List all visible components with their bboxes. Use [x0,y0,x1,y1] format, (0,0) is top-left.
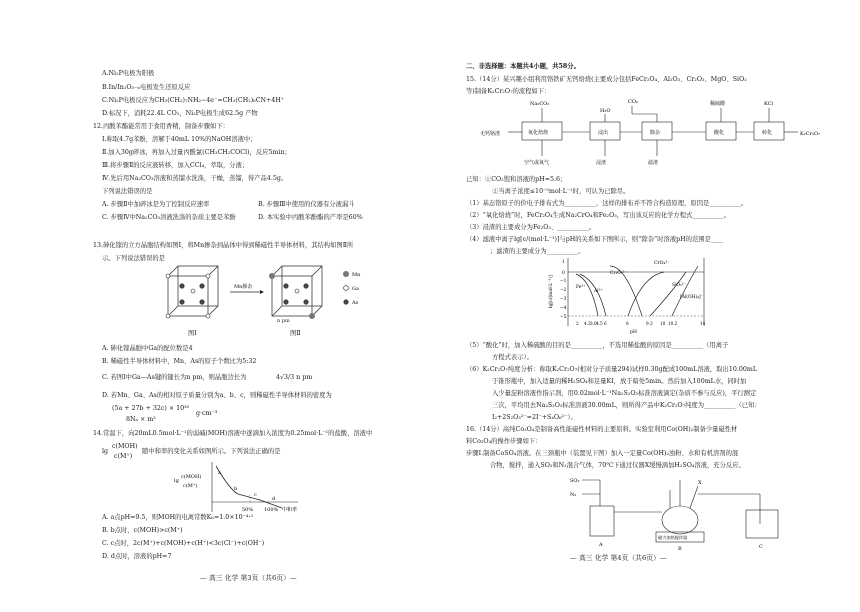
graph15-ytick-0: 0 [562,271,565,276]
graph15-xtick-10-2: 10.2 [668,321,678,326]
q16-stem: 16.（14分）高纯Co₃O₄是制备高性能磁性材料的主要原料。实验室利用Co(OH)₂制备少量磁性材 [466,426,738,433]
option-11d: D.标况下，消耗22.4L CO₂，Ni₂P电极生成62.5g 产物 [102,110,258,117]
q13-option-d: D. 若Mn、Ga、As的相对原子质量分别为a、b、c，则稀磁性半导体材料的密度为 [102,392,332,399]
right-footer: — 高三 化学 第4页（共6页）— [570,554,667,562]
graph15-ylabel: lg[c/(mol·L⁻¹)] [549,274,554,308]
process-flow [480,98,840,170]
q16-step1-cont: 合物，搅拌，通入SO₂和N₂混合气体，70℃下通过仪器X缓慢滴加H₂SO₄溶液，充分反应。 [490,462,745,469]
option-11b: B.In/In₂O₃₋ₓ电极发生还原反应 [102,84,191,91]
dope-arrow [230,283,264,294]
q12-option-d: D. 本实验中丙酸苯酚酯的产率是60% [258,214,363,221]
q15-part6: （6）K₂Cr₂O₇纯度分析：称取K₂Cr₂O₇(相对分子质量294)试样0.30g配成100mL溶液，取出10.00mL [466,366,758,373]
graph15-ytick-1: 1 [562,260,565,265]
q15-graph [546,256,716,334]
graph15-ytick-m2: −2 [560,288,567,293]
q15-part6-l5: I₂+2S₂O₃²⁻=2I⁻+S₄O₆²⁻）。 [492,414,577,421]
flow-box-convert-label: 转化 [762,130,773,136]
section-title: 二、非选择题：本题共4小题，共58分。 [466,63,580,70]
figure-2-caption: 图Ⅱ [290,330,301,337]
density-numerator: (5a + 27b + 32c) × 10³⁰ [112,405,190,412]
graph15-ytick-m4: −4 [560,306,567,311]
option-11a: A.Ni₂P电极为阳极 [102,70,155,77]
graph14-ylabel-lg: lg [174,478,179,484]
flow-input-co2: CO₂ [628,99,638,105]
graph14-point-c: c [254,492,257,498]
flow-box-oxidize-label: 氧化焙烧 [528,130,549,136]
apparatus-c: C [759,544,763,550]
q15-stem: 15.（14分）某兴趣小组利用铬铁矿无钙焙烧(主要成分包括FeCr₂O₄、Al₂O₃、Cr₂O₃、MgO、SiO₂ [466,76,747,83]
graph14-ylabel-bot: c(M⁺) [183,483,198,489]
beaker-c [746,510,778,538]
graph14-xtick-100: 100% [264,507,279,513]
graph15-xtick-10: 10 [660,321,666,326]
q12-stem: 12.丙酸苯酯能常用于食用香精，制备步骤如下： [93,123,229,130]
graph14-point-a: a [218,470,221,476]
q14-option-c: C. c点时，2c(M⁺)+c(MOH)+c(H⁺)<3c(Cl⁻)+c(OH⁻) [102,540,265,547]
apparatus-figure [570,474,800,552]
legend-as: As [352,300,359,306]
q14-graph [172,460,302,518]
apparatus-a: A [599,542,603,548]
q13-option-a: A. 砷化镓晶胞中Ga的配位数是4 [102,345,193,352]
q13-option-c: C. 若图Ⅰ中Ga—As键的键长为n pm，则晶胞边长为 [102,374,247,381]
q14-option-a: A. a点pH=9.5，则MOH的电离常数Kₕ=1.0×10⁻⁴·⁵ [102,514,253,521]
graph15-species-al3: Al³⁺ [594,289,603,294]
flow-input-h2so4: 稀硫酸 [710,101,726,107]
flow-output-filter: 滤渣 [648,160,659,166]
q13-side-length: 4√3/3 n pm [276,374,313,381]
q15-part6-l4: 三次，平均用去Na₂S₂O₃标准溶液30.00mL，则所得产品中K₂Cr₂O₇纯度为__________（已知： [492,402,761,409]
legend-ga: Ga [352,286,359,292]
q15-known-2: ②当离子浓度≤10⁻⁵mol·L⁻¹时，可认为已除尽。 [492,188,630,195]
density-denominator: 8Nₐ × m³ [126,416,156,423]
graph15-xtick-4-5: 4.5 [596,321,603,326]
q15-part5-cont: 方程式表示）。 [492,354,533,361]
q15-known-1: 已知：①CO₂饱和溶液的pH=5.6； [466,176,567,183]
flow-feed: 无钙铬渣 [480,131,501,137]
graph15-ytick-m3: −3 [560,297,567,302]
graph14-point-b: b [234,486,238,492]
flow-input-kcl: KCl [764,101,774,107]
flow-output-residue: 浸渣 [596,160,607,166]
ratio-lg: lg [102,448,109,455]
legend [343,271,361,306]
q12-step3: Ⅲ.将步骤Ⅱ的反应液转移，加入CCl₄，萃取，分液； [102,162,249,169]
q12-step1: Ⅰ.称取4.7g苯酚，溶解于40mL 10%的NaOH溶液中； [102,136,257,143]
flow-output-air: 空气或氧气 [524,160,550,166]
graph14-xlabel: 中和率 [282,507,298,513]
q15-part2: （2）“氧化焙烧”时，FeCr₂O₄生成Na₂CrO₄和Fe₂O₃，写出该反应的化学方程式__________。 [466,212,731,219]
legend-mn: Mn [352,272,361,278]
q12-step4: Ⅳ.先后用Na₂CO₃溶液和蒸馏水洗涤，干燥，蒸馏，得产品4.5g。 [102,175,288,182]
cell-figure-1 [166,266,218,318]
bottle-a [590,506,614,536]
apparatus-x: X [698,480,702,486]
graph15-species-cr2o7: Cr₂O₇²⁻ [610,271,627,276]
mn-dope-label: Mn掺杂 [234,284,253,290]
flask-b [662,506,698,534]
q15-part4: （4）滤液中离子lg[c/(mol·L⁻¹)]与pH的关系如下图所示，则“除杂”时溶液pH的范围是____ [466,236,724,243]
flow-box-acidify-label: 酸化 [714,130,725,136]
density-unit: g·cm⁻³ [196,410,218,417]
right-page [430,0,860,612]
q12-prompt: 下列说法错误的是 [102,188,153,195]
flow-input-na2co3: Na₂CO₃ [530,101,550,107]
q12-option-a: A. 步骤Ⅱ中加碎冰是为了控制反应速率 [102,201,210,208]
ratio-numerator: c(MOH) [112,443,138,450]
graph15-species-fe3: Fe³⁺ [576,285,586,290]
q14-option-d: D. d点时，溶液的pH=7 [102,553,172,560]
graph14-point-d: d [272,496,276,502]
q16-stem-cont: 料Co₃O₄的操作步骤如下： [466,438,542,445]
graph15-xtick-6: 6 [604,321,607,326]
apparatus-stirrer: 磁力加热搅拌器 [658,535,688,540]
apparatus-b: B [678,546,682,552]
graph15-xtick-4-3: 4.3 [584,321,591,326]
graph15-xtick-8: 8 [626,321,629,326]
q16-step1: 步骤Ⅰ.制备CoSO₄溶液。在三颈瓶中（装置见下图）加入一定量Co(OH)₂浊粉、水和有机溶剂的混 [466,450,739,457]
q15-part6-l2: 于锥形瓶中，加入适量的稀H₂SO₄和足量KI，放于暗处5min。然后加入100mL水，同时加 [492,378,747,385]
ratio-denominator: c(M⁺) [114,453,133,460]
figure-1-caption: 图Ⅰ [188,330,197,337]
flow-box-purify-label: 除杂 [650,130,661,136]
graph15-species-cro4: CrO₄²⁻ [654,261,670,266]
graph15-xtick-14: 14 [700,321,706,326]
graph15-species-aloh4: [Al(OH)₄]⁻ [680,295,703,300]
graph15-xtick-2: 2 [576,321,579,326]
q13-option-b: B. 稀磁性半导体材料中，Mn、As的原子个数比为5:32 [102,358,257,365]
npm-label: n pm [277,318,290,324]
apparatus-so2: SO₂ [570,478,580,484]
q13-stem-cont: 示。下列说法错误的是 [102,255,165,262]
graph15-xtick-9-3: 9.3 [646,321,653,326]
graph15-species-sio3: SiO₃²⁻ [672,283,686,288]
q15-part3: （3）浸渣的主要成分为Fe₂O₃、__________。 [466,224,596,231]
q15-part5: （5）“酸化”时，加入稀硫酸的目的是__________，不选用稀盐酸的原因是__________（用离子 [466,342,729,349]
flow-input-h2o: H₂O [600,108,611,114]
flow-box-leach-label: 浸出 [598,130,609,136]
graph15-ytick-m5: −5 [560,315,567,320]
q12-option-b: B. 步骤Ⅲ中使用的仪器有分液漏斗 [258,201,355,208]
q14-stem-cont: 随中和率的变化关系如图所示。下列说法正确的是 [142,448,281,455]
q15-part1: （1）基态铬原子的价电子排布式为__________，这样的排布并不符合构造原理，原因是__________。 [466,200,748,207]
graph14-ylabel-top: c(MOH) [181,474,202,480]
graph15-xlabel: pH [630,330,637,334]
q12-option-c: C. 步骤Ⅳ中Na₂CO₃溶液洗涤的杂质主要是苯酚 [102,214,236,221]
graph15-xtick-3-0: 3.0 [590,321,597,326]
q15-stem-cont: 等)制备K₂Cr₂O₇的流程如下： [466,88,551,95]
q15-part6-l3: 入少量淀粉溶液作指示剂，用0.02mol·L⁻¹Na₂S₂O₃标准溶液滴定(杂质不参与反应)，平行测定 [492,390,757,397]
apparatus-n2: N₂ [570,492,577,498]
q14-option-b: B. b点时，c(MOH)>c(M⁺) [102,527,183,534]
crystal-figure [150,262,420,322]
cell-figure-2 [269,266,322,319]
left-footer: — 高三 化学 第3页（共6页）— [200,574,297,582]
q13-stem: 13.砷化镓的立方晶胞结构如图Ⅰ，将Mn掺杂到晶体中得到稀磁性半导体材料，其结构如图Ⅱ所 [93,242,354,249]
graph14-xtick-50: 50% [242,507,254,513]
q14-stem: 14.常温下，向20mL0.5mol·L⁻¹的弱碱(MOH)溶液中逐滴加入浓度为0.25mol·L⁻¹的盐酸，溶液中 [93,430,373,437]
graph15-ytick-m1: −1 [560,279,567,284]
q15-part4-cont: ；滤渣的主要成分为__________。 [490,248,585,255]
q12-step2: Ⅱ.加入30g碎冰，再加入过量丙酰氯(CH₃CH₂COCl)，反应5min； [102,149,291,156]
option-11c: C.Ni₂P电极反应为CH₃(CH₂)₇NH₂−4e⁻=CH₃(CH₂)₆CN+4H⁺ [102,97,285,104]
flow-product: K₂Cr₂O₇ [800,131,821,137]
